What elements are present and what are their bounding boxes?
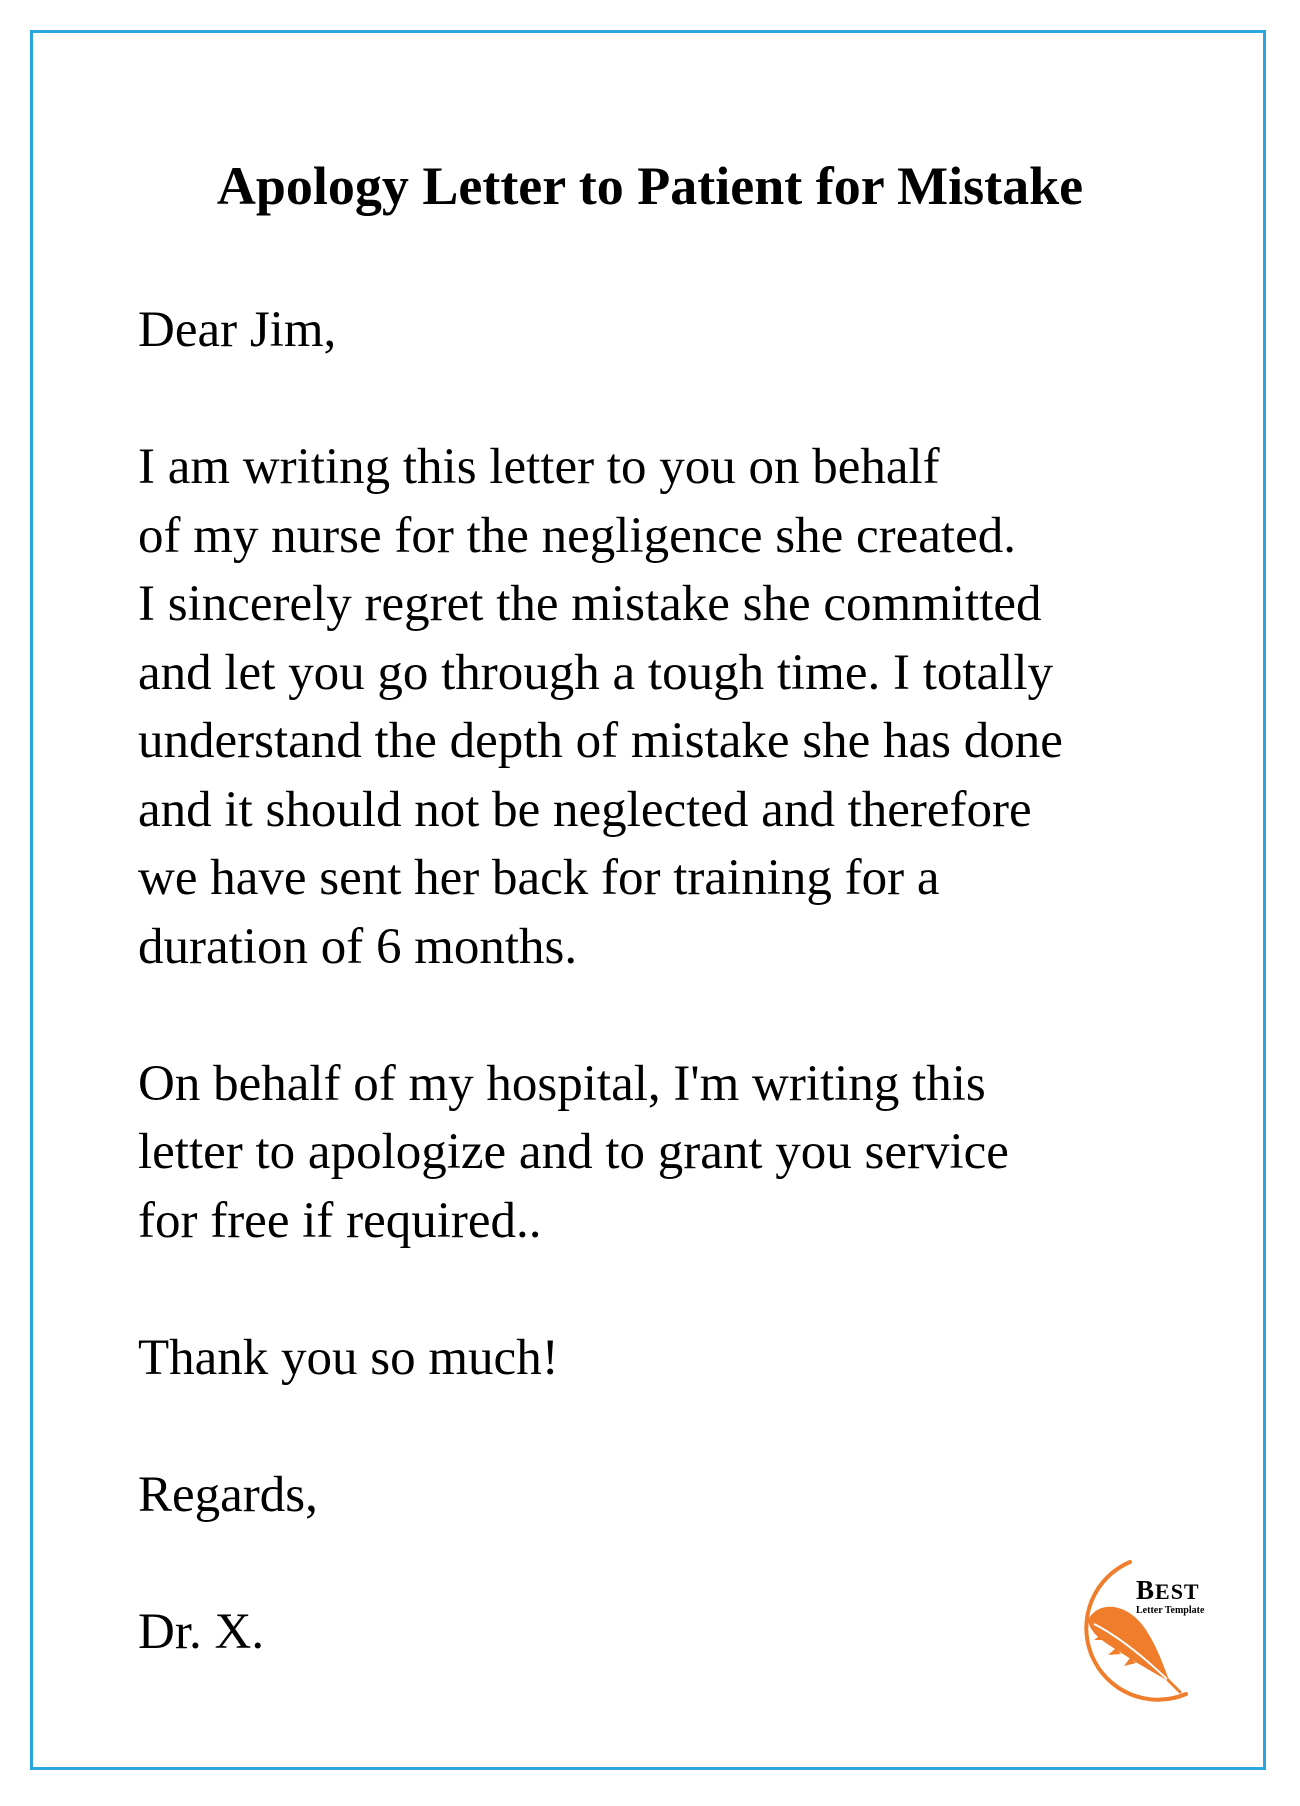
letter-title: Apology Letter to Patient for Mistake xyxy=(216,156,1084,216)
thanks-line: Thank you so much! xyxy=(138,1329,559,1386)
paragraph-1 xyxy=(138,433,1198,981)
paragraph-1-line: of my nurse for the negligence she created. xyxy=(138,507,1016,564)
logo-wordmark: BEST xyxy=(1136,1575,1200,1605)
paragraph-1-line: we have sent her back for training for a xyxy=(138,850,940,906)
signature: Dr. X. xyxy=(138,1603,265,1660)
closing: Regards, xyxy=(138,1466,318,1523)
paragraph-1-line: duration of 6 months. xyxy=(138,918,578,975)
paragraph-2-line: for free if required.. xyxy=(138,1192,542,1249)
logo-subtitle: Letter Template xyxy=(1136,1605,1205,1616)
paragraph-1-line: and it should not be neglected and therefore xyxy=(138,781,1032,838)
paragraph-1-line: I sincerely regret the mistake she committed xyxy=(138,576,1042,632)
paragraph-1-line: understand the depth of mistake she has done xyxy=(138,713,1063,769)
paragraph-2-line: On behalf of my hospital, I'm writing this xyxy=(138,1055,986,1112)
paragraph-1-line: I am writing this letter to you on behalf xyxy=(138,439,940,495)
paragraph-1-line: and let you go through a tough time. I totally xyxy=(138,644,1054,701)
letter-body xyxy=(138,296,1198,1735)
paragraph-2-line: letter to apologize and to grant you service xyxy=(138,1124,1009,1180)
paragraph-2 xyxy=(138,1050,1198,1256)
salutation: Dear Jim, xyxy=(138,302,337,358)
